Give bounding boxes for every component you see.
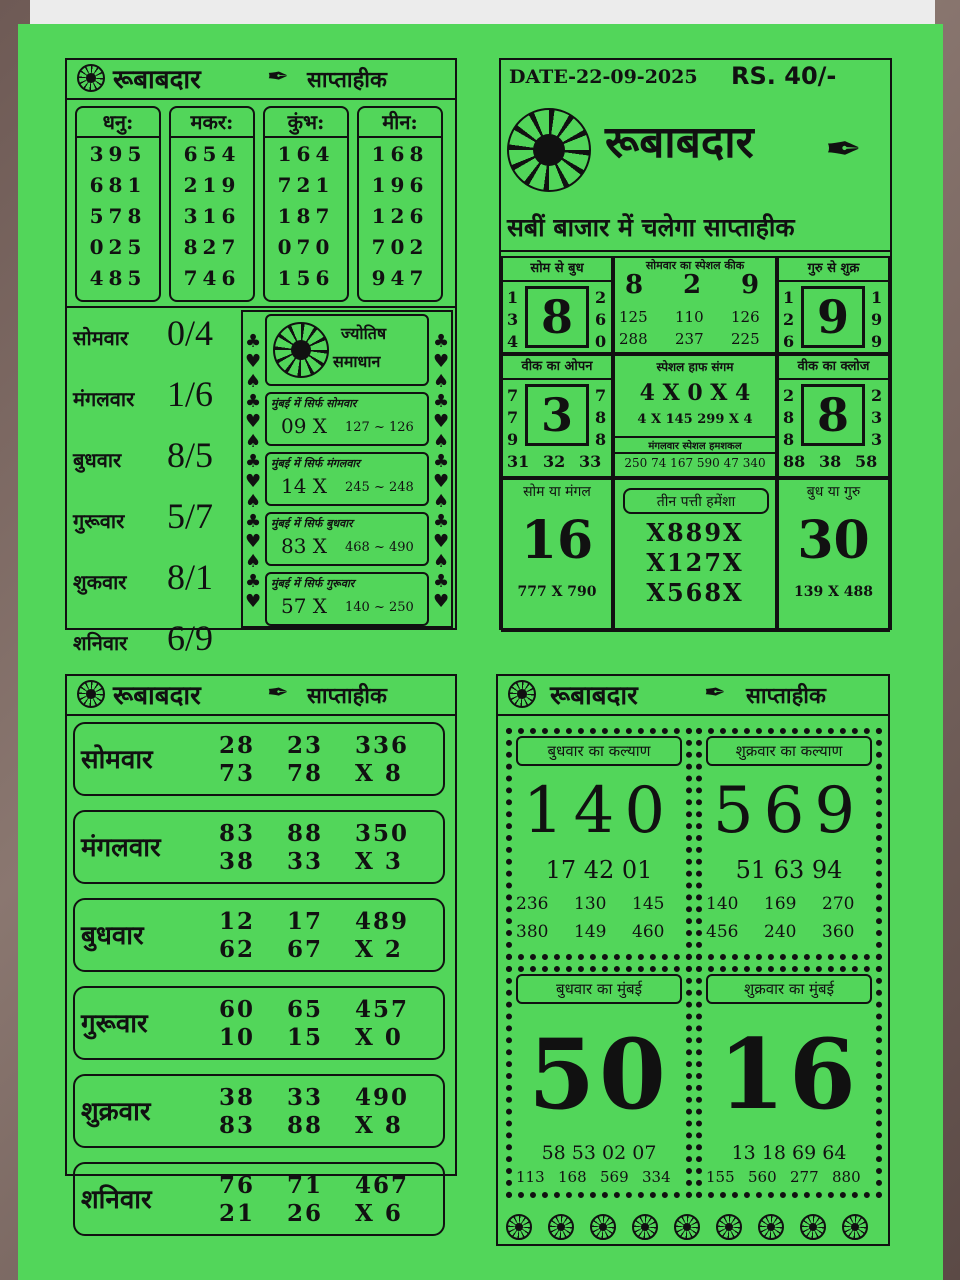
- result-number: 149: [574, 922, 607, 942]
- jyotish-subtitle: समाधान: [333, 352, 381, 371]
- result-label-box: [706, 974, 872, 1004]
- som-budh-box: [501, 256, 613, 354]
- weekly-day: शुक्रवार: [81, 1097, 151, 1127]
- zodiac-panel: [65, 58, 457, 658]
- weekly-number: 489: [355, 908, 410, 935]
- big-digit-box: [801, 286, 865, 348]
- zodiac-number: 164: [277, 142, 335, 166]
- result-number: 130: [574, 894, 607, 914]
- big-digit: 9: [816, 290, 849, 344]
- bottom-number: 38: [819, 452, 842, 471]
- weekly-number: X 3: [355, 848, 403, 875]
- side-digit: 0: [595, 332, 607, 351]
- weekly-number: 78: [287, 760, 324, 787]
- coin-row: [506, 1212, 882, 1242]
- big-digit: 8: [816, 388, 849, 442]
- kick-digit: 2: [683, 270, 702, 300]
- zodiac-number: 070: [277, 235, 335, 259]
- result-label-box: [516, 974, 682, 1004]
- jyotish-item-range: 140 ~ 250: [345, 600, 414, 615]
- result-frame: [696, 966, 882, 1198]
- zodiac-number: 578: [89, 204, 147, 228]
- weekly-number: 467: [355, 1172, 410, 1199]
- result-number: 240: [764, 922, 797, 942]
- coin-icon: [842, 1214, 868, 1240]
- zodiac-number: 168: [371, 142, 429, 166]
- side-digit: 3: [871, 408, 883, 427]
- panel-header: [67, 60, 455, 100]
- brand-title: रूबाबदार: [605, 117, 754, 168]
- weekly-number: 490: [355, 1084, 410, 1111]
- day-value: 1/6: [167, 374, 214, 414]
- side-digit: 3: [507, 310, 519, 329]
- big-digit-box: [525, 384, 589, 446]
- result-label: शुक्रवार का मुंबई: [744, 980, 834, 998]
- day-label: शनिवार: [73, 631, 128, 655]
- side-digit: 9: [871, 332, 883, 351]
- weekly-number: 33: [287, 848, 324, 875]
- feather-icon: ✒: [267, 62, 289, 92]
- result-number: 270: [822, 894, 855, 914]
- section-label: गुरु से शुक्र: [779, 258, 888, 282]
- result-big: 16: [718, 1018, 860, 1131]
- weekly-day: गुरूवार: [81, 1009, 148, 1039]
- kick-number: 225: [731, 330, 760, 348]
- kalyan-panel: [496, 674, 890, 1246]
- side-digit: 1: [871, 288, 883, 307]
- weekly-number: X 6: [355, 1200, 403, 1227]
- result-number: 140: [706, 894, 739, 914]
- result-number: 460: [632, 922, 665, 942]
- budh-guru-box: [777, 478, 890, 632]
- suit-decor-right: ♣ ♥ ♠ ♣ ♥ ♠ ♣ ♥ ♠ ♣ ♥ ♠ ♣ ♥: [433, 331, 450, 612]
- big-number: 16: [520, 510, 594, 571]
- weekly-number: X 8: [355, 1112, 403, 1139]
- result-number: 155: [706, 1168, 735, 1186]
- result-frame: [506, 966, 692, 1198]
- coin-icon: [674, 1214, 700, 1240]
- side-digit: 4: [507, 332, 519, 351]
- suit-decor-left: ♣ ♥ ♠ ♣ ♥ ♠ ♣ ♥ ♠ ♣ ♥ ♠ ♣ ♥: [245, 331, 262, 612]
- sangam-line: 4 X 0 X 4: [639, 380, 751, 406]
- jyotish-item-range: 468 ~ 490: [345, 540, 414, 555]
- result-number: 334: [642, 1168, 671, 1186]
- result-number: 236: [516, 894, 549, 914]
- result-big: 569: [712, 774, 866, 848]
- grid-divider: [67, 306, 455, 308]
- result-number: 145: [632, 894, 665, 914]
- week-open-box: [501, 354, 613, 478]
- jyotish-item-label: मुंबई में सिर्फ सोमवार: [271, 397, 357, 410]
- weekly-number: 83: [219, 1112, 256, 1139]
- result-number: 560: [748, 1168, 777, 1186]
- zodiac-number: 485: [89, 266, 147, 290]
- result-number: 169: [764, 894, 797, 914]
- result-number: 456: [706, 922, 739, 942]
- weekly-day: मंगलवार: [81, 833, 161, 863]
- zodiac-number: 947: [371, 266, 429, 290]
- zodiac-wheel-icon: [77, 64, 105, 92]
- kick-number: 110: [675, 308, 704, 326]
- weekly-number: 457: [355, 996, 410, 1023]
- zodiac-name: मकर:: [171, 108, 253, 138]
- weekly-number: 88: [287, 1112, 324, 1139]
- day-value: 0/4: [167, 313, 214, 353]
- zodiac-wheel-icon: [508, 680, 536, 708]
- weekly-day: बुधवार: [81, 921, 144, 951]
- weekly-label: साप्ताहीक: [746, 683, 826, 709]
- day-value: 6/9: [167, 618, 214, 658]
- jyotish-item-main: 83 X: [281, 534, 328, 558]
- zodiac-name: मीन:: [359, 108, 441, 138]
- weekly-number: 65: [287, 996, 324, 1023]
- zodiac-number: 156: [277, 266, 335, 290]
- side-digit: 2: [783, 310, 795, 329]
- sangam-line: 4 X 145 299 X 4: [637, 412, 753, 427]
- big-digit-box: [801, 384, 865, 446]
- hamshakal-values: 250 74 167 590 47 340: [624, 456, 766, 470]
- panel-header: [67, 676, 455, 716]
- side-digit: 1: [783, 288, 795, 307]
- feather-icon: ✒: [704, 678, 726, 708]
- weekly-day: शनिवार: [81, 1185, 152, 1215]
- weekly-number: 71: [287, 1172, 324, 1199]
- zodiac-number: 187: [277, 204, 335, 228]
- zodiac-number: 025: [89, 235, 147, 259]
- weekly-number: 73: [219, 760, 256, 787]
- result-label-box: [516, 736, 682, 766]
- side-digit: 8: [783, 430, 795, 449]
- weekly-row: [73, 1162, 445, 1236]
- weekly-row: [73, 1074, 445, 1148]
- jyotish-item-main: 14 X: [281, 474, 328, 498]
- result-label: बुधवार का कल्याण: [547, 742, 651, 760]
- patti-row: X127X: [646, 548, 744, 577]
- jyotish-item-label: मुंबई में सिर्फ मंगलवार: [271, 457, 360, 470]
- side-digit: 8: [783, 408, 795, 427]
- jyotish-item: [265, 452, 429, 506]
- section-label: सोम या मंगल: [523, 484, 591, 500]
- panel-header: [498, 676, 888, 716]
- jyotish-item-range: 127 ~ 126: [345, 420, 414, 435]
- section-label: वीक का ओपन: [503, 356, 611, 380]
- jyotish-title-box: [265, 314, 429, 386]
- side-digit: 2: [595, 288, 607, 307]
- kick-number: 125: [619, 308, 648, 326]
- side-digit: 3: [871, 430, 883, 449]
- bottom-number: 58: [855, 452, 878, 471]
- weekly-number: 38: [219, 1084, 256, 1111]
- side-digit: 8: [595, 430, 607, 449]
- result-number: 569: [600, 1168, 629, 1186]
- big-digit: 8: [540, 290, 573, 344]
- jyotish-title: ज्योतिष: [341, 324, 387, 343]
- weekly-number: X 0: [355, 1024, 403, 1051]
- week-close-box: [777, 354, 890, 478]
- coin-icon: [632, 1214, 658, 1240]
- result-frame: [506, 728, 692, 960]
- weekly-number: 26: [287, 1200, 324, 1227]
- result-big: 50: [528, 1018, 670, 1131]
- coin-icon: [590, 1214, 616, 1240]
- weekly-number: 10: [219, 1024, 256, 1051]
- chart-sheet: [18, 24, 943, 1280]
- result-number: 113: [516, 1168, 545, 1186]
- weekly-number: 350: [355, 820, 410, 847]
- main-chart-panel: [499, 58, 892, 630]
- day-value: 8/1: [167, 557, 214, 597]
- zodiac-wheel-icon: [77, 680, 105, 708]
- grid-divider: [501, 250, 890, 252]
- zodiac-number: 681: [89, 173, 147, 197]
- result-number: 277: [790, 1168, 819, 1186]
- result-mid: 51 63 94: [735, 856, 843, 884]
- zodiac-number: 196: [371, 173, 429, 197]
- weekly-label: साप्ताहीक: [307, 67, 387, 93]
- weekly-number: 33: [287, 1084, 324, 1111]
- zodiac-number: 654: [183, 142, 241, 166]
- zodiac-column: [75, 106, 161, 302]
- day-label: सोमवार: [73, 326, 129, 350]
- day-label: शुकवार: [73, 570, 127, 594]
- chart-price: RS. 40/-: [731, 62, 837, 90]
- weekly-number: 336: [355, 732, 410, 759]
- result-mid: 17 42 01: [545, 856, 653, 884]
- side-digit: 7: [595, 386, 607, 405]
- patti-row: X889X: [646, 518, 744, 547]
- weekly-number: 60: [219, 996, 256, 1023]
- result-label: शुक्रवार का कल्याण: [735, 742, 843, 760]
- weekly-panel: [65, 674, 457, 1227]
- weekly-number: 76: [219, 1172, 256, 1199]
- kick-digit: 8: [625, 270, 644, 300]
- side-digit: 2: [871, 386, 883, 405]
- side-digit: 7: [507, 408, 519, 427]
- side-digit: 9: [871, 310, 883, 329]
- section-label: वीक का क्लोज: [779, 356, 888, 380]
- jyotish-item-label: मुंबई में सिर्फ गुरूवार: [271, 577, 355, 590]
- kick-number: 288: [619, 330, 648, 348]
- result-number: 360: [822, 922, 855, 942]
- result-number: 380: [516, 922, 549, 942]
- weekly-number: X 8: [355, 760, 403, 787]
- side-digit: 6: [783, 332, 795, 351]
- side-digit: 8: [595, 408, 607, 427]
- result-label-box: [706, 736, 872, 766]
- weekly-number: 23: [287, 732, 324, 759]
- day-label: मंगलवार: [73, 387, 135, 411]
- jyotish-item: [265, 512, 429, 566]
- bottom-number: 88: [783, 452, 806, 471]
- result-frame: [696, 728, 882, 960]
- result-number: 880: [832, 1168, 861, 1186]
- bottom-number: 33: [579, 452, 602, 471]
- zodiac-number: 316: [183, 204, 241, 228]
- result-label: बुधवार का मुंबई: [556, 980, 642, 998]
- big-number: 30: [797, 510, 870, 571]
- side-digit: 9: [507, 430, 519, 449]
- zodiac-number: 827: [183, 235, 241, 259]
- zodiac-name: कुंभ:: [265, 108, 347, 138]
- zodiac-number: 702: [371, 235, 429, 259]
- weekly-number: 67: [287, 936, 324, 963]
- jyotish-item-main: 57 X: [281, 594, 328, 618]
- bottom-number: 32: [543, 452, 566, 471]
- jyotish-item-main: 09 X: [281, 414, 328, 438]
- weekly-label: साप्ताहीक: [307, 683, 387, 709]
- tagline: सबीं बाजार में चलेगा साप्ताहीक: [507, 213, 795, 242]
- section-label: तीन पत्ती हमेंशा: [656, 494, 736, 510]
- guru-shukra-box: [777, 256, 890, 354]
- section-label: बुध या गुरु: [806, 484, 861, 500]
- zodiac-number: 721: [277, 173, 335, 197]
- patti-row: X568X: [646, 578, 744, 607]
- section-label: सोम से बुध: [503, 258, 611, 282]
- weekly-row: [73, 722, 445, 796]
- zodiac-number: 126: [371, 204, 429, 228]
- weekly-number: 28: [219, 732, 256, 759]
- section-label: स्पेशल हाफ संगम: [656, 360, 734, 374]
- zodiac-number: 219: [183, 173, 241, 197]
- side-digit: 1: [507, 288, 519, 307]
- big-digit-box: [525, 286, 589, 348]
- weekly-day: सोमवार: [81, 745, 153, 775]
- result-big: 140: [522, 774, 676, 848]
- special-kick-box: [613, 256, 777, 354]
- brand-name: रूबाबदार: [550, 681, 638, 711]
- weekly-number: 83: [219, 820, 256, 847]
- weekly-number: X 2: [355, 936, 403, 963]
- zodiac-number: 395: [89, 142, 147, 166]
- feather-icon: ✒: [825, 124, 862, 175]
- result-number: 168: [558, 1168, 587, 1186]
- jyotish-item: [265, 392, 429, 446]
- result-mid: 13 18 69 64: [731, 1142, 847, 1164]
- weekly-number: 17: [287, 908, 324, 935]
- day-value: 5/7: [167, 496, 214, 536]
- weekly-number: 88: [287, 820, 324, 847]
- weekly-row: [73, 986, 445, 1060]
- zodiac-column: [263, 106, 349, 302]
- teen-patti-box: [613, 478, 777, 632]
- jyotish-item: [265, 572, 429, 626]
- zodiac-wheel-icon: [507, 108, 591, 192]
- coin-icon: [800, 1214, 826, 1240]
- ganesh-icon: [273, 322, 329, 378]
- section-label: मंगलवार स्पेशल हमशकल: [615, 436, 775, 454]
- brand-name: रूबाबदार: [113, 681, 201, 711]
- weekly-row: [73, 898, 445, 972]
- coin-icon: [758, 1214, 784, 1240]
- sub-number: 777 X 790: [517, 584, 597, 600]
- weekly-number: 12: [219, 908, 256, 935]
- section-label: सोमवार का स्पेशल कीक: [645, 259, 745, 272]
- chart-date: DATE-22-09-2025: [509, 66, 698, 88]
- kick-number: 237: [675, 330, 704, 348]
- weekly-row: [73, 810, 445, 884]
- zodiac-name: धनु:: [77, 108, 159, 138]
- jyotish-item-range: 245 ~ 248: [345, 480, 414, 495]
- jyotish-item-label: मुंबई में सिर्फ बुधवार: [271, 517, 353, 530]
- teen-patti-label-box: [623, 488, 769, 514]
- bottom-number: 31: [507, 452, 530, 471]
- day-label: बुधवार: [73, 448, 122, 472]
- coin-icon: [506, 1214, 532, 1240]
- coin-icon: [548, 1214, 574, 1240]
- som-mangal-box: [501, 478, 613, 632]
- half-sangam-box: [613, 354, 777, 478]
- result-mid: 58 53 02 07: [541, 1142, 657, 1164]
- zodiac-column: [169, 106, 255, 302]
- day-value: 8/5: [167, 435, 214, 475]
- weekly-number: 38: [219, 848, 256, 875]
- feather-icon: ✒: [267, 678, 289, 708]
- kick-number: 126: [731, 308, 760, 326]
- side-digit: 6: [595, 310, 607, 329]
- weekly-number: 15: [287, 1024, 324, 1051]
- brand-name: रूबाबदार: [113, 65, 201, 95]
- kick-digit: 9: [741, 270, 760, 300]
- big-digit: 3: [540, 388, 573, 442]
- weekly-number: 21: [219, 1200, 256, 1227]
- side-digit: 7: [507, 386, 519, 405]
- zodiac-column: [357, 106, 443, 302]
- coin-icon: [716, 1214, 742, 1240]
- jyotish-box: [241, 310, 453, 628]
- weekly-number: 62: [219, 936, 256, 963]
- zodiac-number: 746: [183, 266, 241, 290]
- day-label: गुरूवार: [73, 509, 125, 533]
- side-digit: 2: [783, 386, 795, 405]
- sub-number: 139 X 488: [793, 584, 874, 600]
